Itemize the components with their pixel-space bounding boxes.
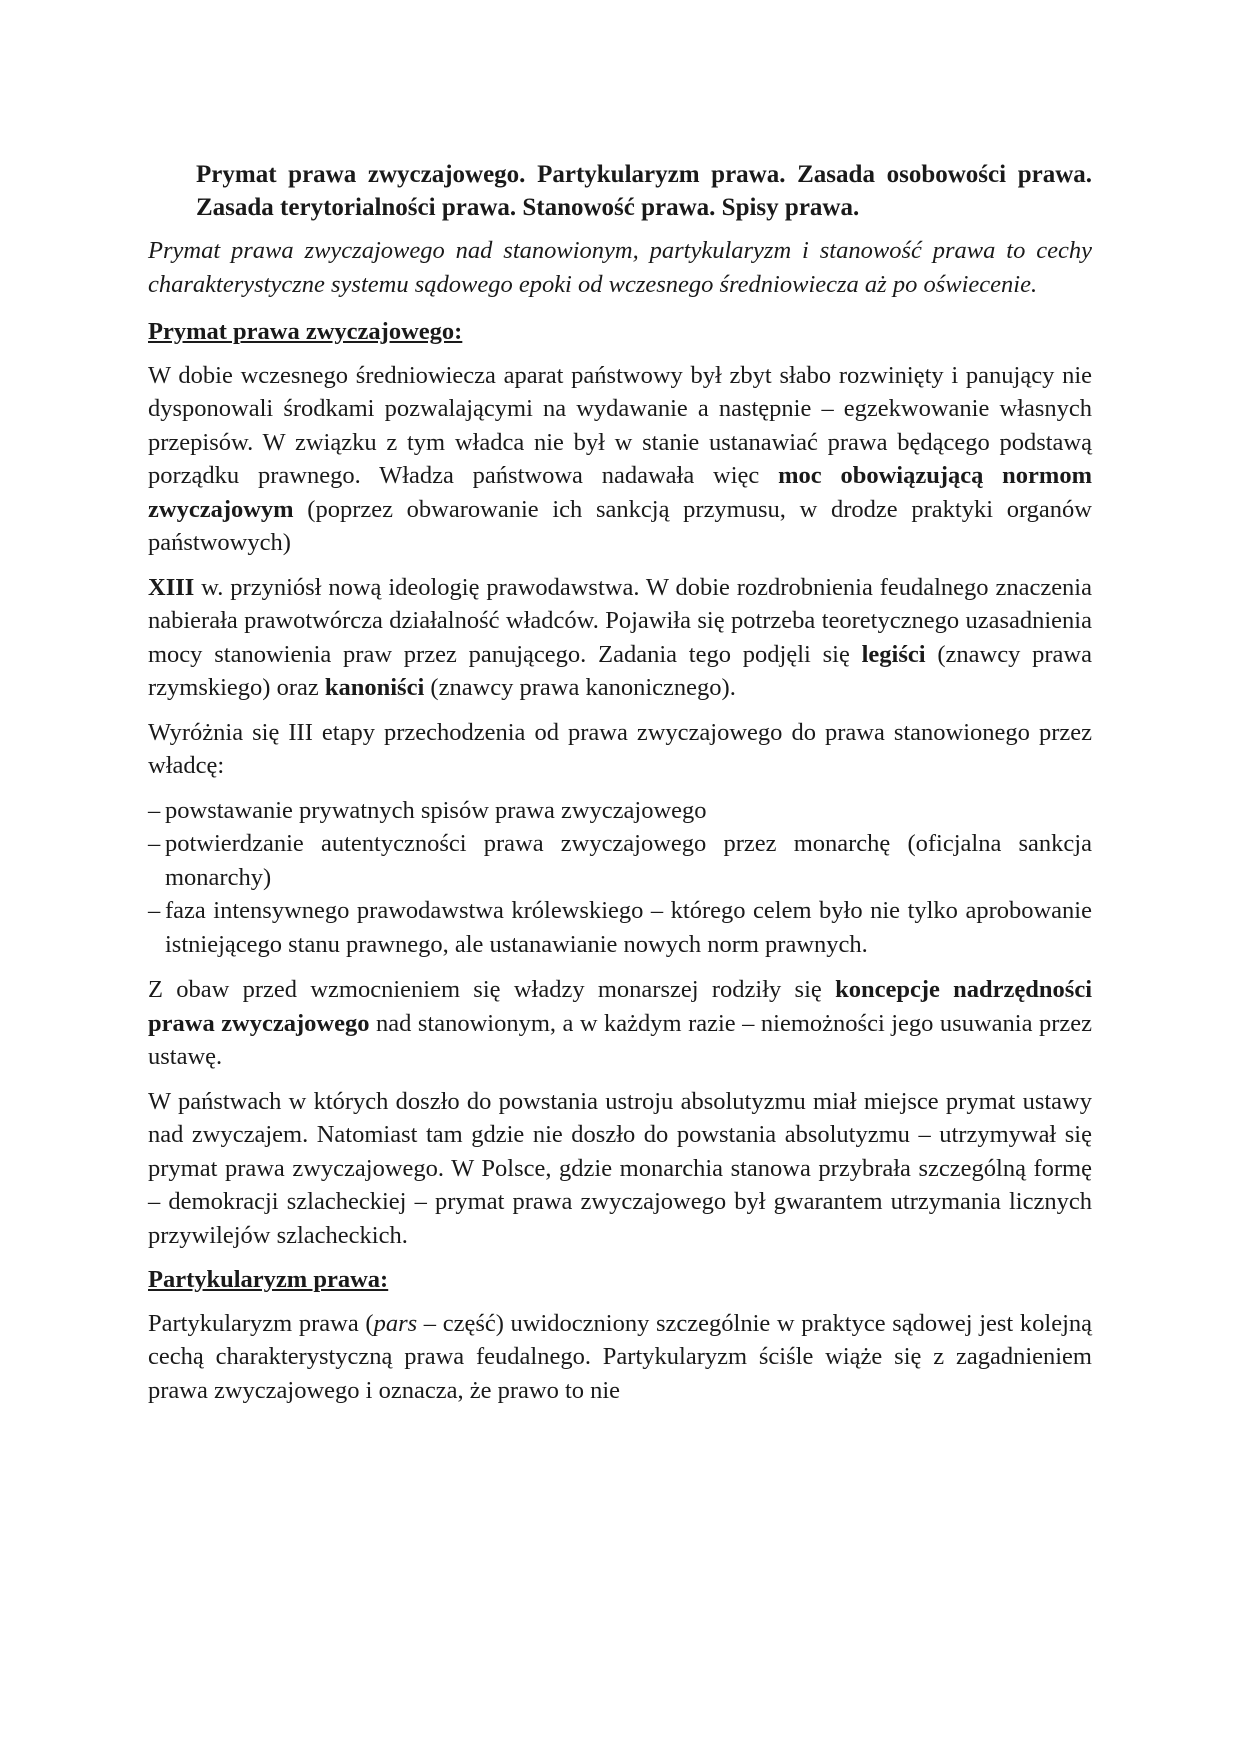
- paragraph-concepts: Z obaw przed wzmocnieniem się władzy monarszej rodziły się koncepcje nadrzędności prawa zwyczajowego nad stanowionym, a w każdym razie – niemożności jego usuwania przez ustawę.: [148, 976, 1093, 1070]
- list-item: – powstawanie prywatnych spisów prawa zwyczajowego: [148, 794, 1092, 828]
- italic-term: pars: [373, 1309, 418, 1337]
- paragraph-stages-intro: Wyróżnia się III etapy przechodzenia od prawa zwyczajowego do prawa stanowionego przez władcę:: [148, 718, 1092, 779]
- list-item: – faza intensywnego prawodawstwa królewskiego – którego celem było nie tylko aprobowanie istniejącego stanu prawnego, ale ustanawianie nowych norm prawnych.: [148, 894, 1092, 961]
- section-heading-customary-law: Prymat prawa zwyczajowego:: [148, 318, 463, 345]
- intro-paragraph: Prymat prawa zwyczajowego nad stanowionym, partykularyzm i stanowość prawa to cechy charakterystyczne systemu sądowego epoki od wczesnego średniowiecza aż po oświecenie.: [148, 237, 1092, 298]
- document-page: [148, 158, 1092, 1418]
- paragraph-particularism: Partykularyzm prawa (pars – część) uwidoczniony szczególnie w praktyce sądowej jest kolejną cechą charakterystyczną prawa feudalnego. Partykularyzm ściśle wiąże się z zagadnieniem prawa zwyczajowego i oznacza, że prawo to nie: [148, 1309, 1092, 1404]
- paragraph-absolutism: W państwach w których doszło do powstania ustroju absolutyzmu miał miejsce prymat ustawy nad zwyczajem. Natomiast tam gdzie nie doszło do powstania absolutyzmu – utrzymywał się prymat prawa zwyczajowego. W Polsce, gdzie monarchia stanowa przybrała szczególną formę – demokracji szlacheckiej – prymat prawa zwyczajowego był gwarantem utrzymania licznych przywilejów szlacheckich.: [148, 1087, 1092, 1249]
- paragraph-early-middle-ages: W dobie wczesnego średniowiecza aparat państwowy był zbyt słabo rozwinięty i panujący nie dysponowali środkami pozwalającymi na wydawanie a następnie – egzekwowanie własnych przepisów. W związku z tym władca nie był w stanie ustanawiać prawa będącego podstawą porządku prawnego. Władza państwowa nadawała więc moc obowiązującą normom zwyczajowym (poprzez obwarowanie ich sankcją przymusu, w drodze praktyki organów państwowych): [148, 361, 1092, 556]
- document-title: Prymat prawa zwyczajowego. Partykularyzm prawa. Zasada osobowości prawa. Zasada terytorialności prawa. Stanowość prawa. Spisy prawa.: [196, 161, 1092, 221]
- bold-phrase: moc obowiązującą normom zwyczajowym: [148, 462, 1092, 523]
- bold-phrase: XIII: [148, 573, 195, 601]
- bold-phrase: legiści: [861, 640, 926, 668]
- bold-phrase: koncepcje nadrzędności prawa zwyczajowego: [148, 976, 1093, 1037]
- list-item: – potwierdzanie autentyczności prawa zwyczajowego przez monarchę (oficjalna sankcja monarchy): [148, 827, 1092, 894]
- list-dash: –: [148, 796, 161, 824]
- list-dash: –: [148, 897, 161, 924]
- bold-phrase: kanoniści: [324, 674, 425, 701]
- stages-list: [148, 794, 1092, 962]
- paragraph-xiii-century: XIII w. przyniósł nową ideologię prawodawstwa. W dobie rozdrobnienia feudalnego znaczenia nabierała prawotwórcza działalność władców. Pojawiła się potrzeba teoretycznego uzasadnienia mocy stanowienia praw przez panującego. Zadania tego podjęli się legiści (znawcy prawa rzymskiego) oraz kanoniści (znawcy prawa kanonicznego).: [148, 573, 1092, 701]
- section-heading-particularism: Partykularyzm prawa:: [148, 1266, 389, 1293]
- list-dash: –: [148, 830, 161, 857]
